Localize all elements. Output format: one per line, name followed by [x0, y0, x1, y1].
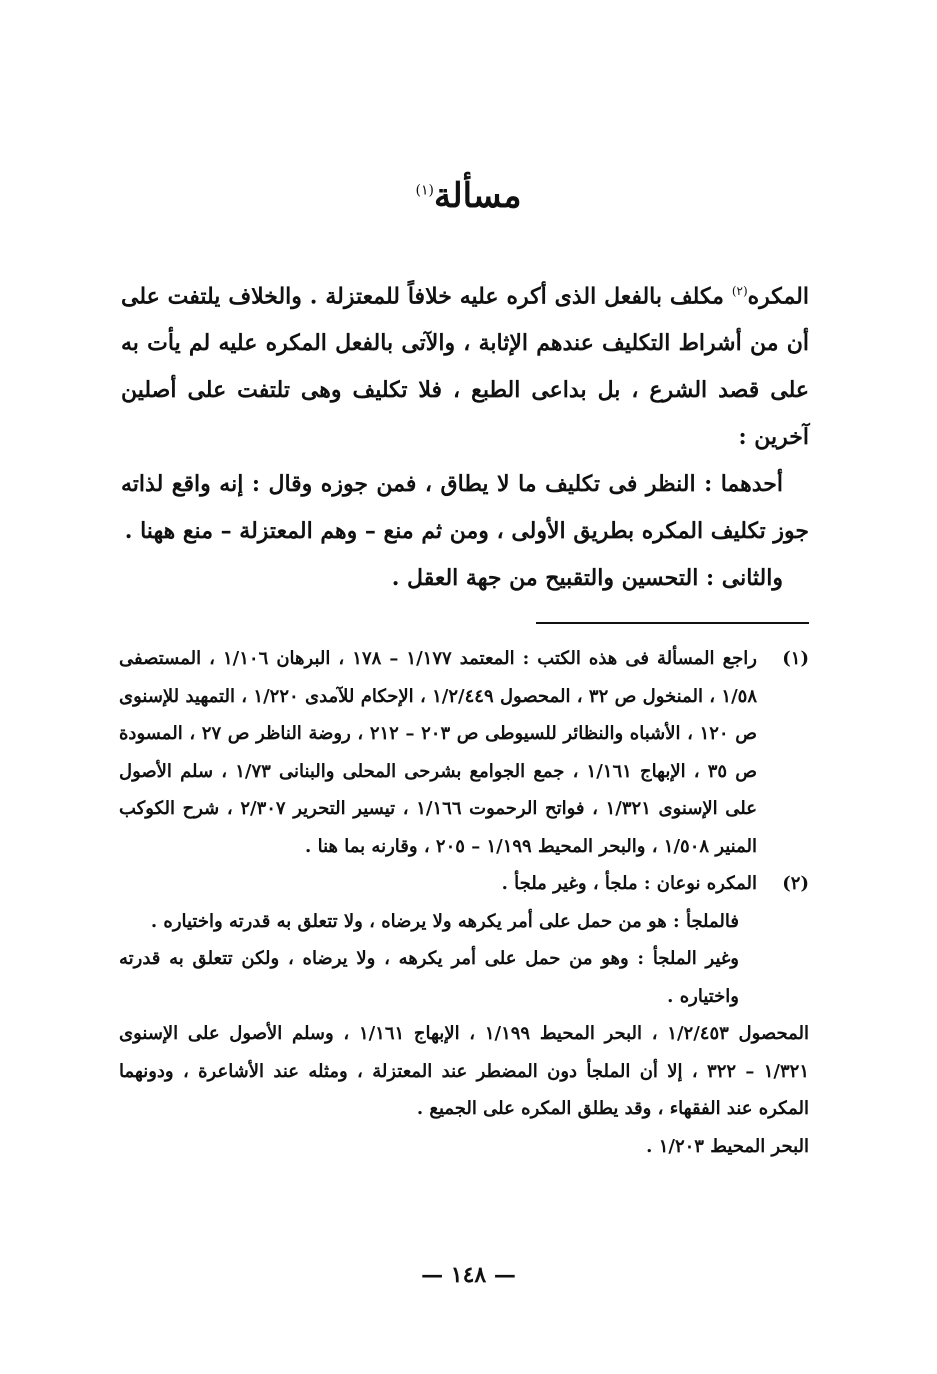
paragraph-3: والثانى : التحسين والتقبيح من جهة العقل .: [391, 565, 783, 592]
footnote-2-references-end: البحر المحيط ١/٢٠٣ .: [646, 1135, 809, 1157]
title-footnote-ref: (١): [415, 182, 434, 199]
footnote-2-number: (٢): [782, 873, 809, 894]
footnote-1-number: (١): [782, 648, 809, 669]
paragraph-1-rest: مكلف بالفعل الذى أكره عليه خلافاً للمعتزلة . والخلاف يلتفت على أن من أشراط التكليف عندهم الإثابة ، والآتى بالفعل المكره عليه لم يأت به على قصد الشرع ، بل بداعى الطبع ، فلا تكليف وهى تلتفت على أصلين آخرين :: [121, 283, 809, 451]
footnote-2-text: المكره نوعان : ملجأ ، وغير ملجأ .: [501, 873, 757, 894]
footnote-divider: [536, 622, 809, 624]
paragraph-2: أحدهما : النظر فى تكليف ما لا يطاق ، فمن جوزه وقال : إنه واقع لذاته جوز تكليف المكره بطريق الأولى ، ومن ثم منع – وهم المعتزلة – منع ههنا .: [121, 471, 809, 545]
footnotes: [119, 640, 809, 1165]
footnote-2-definition-2: وغير الملجأ : وهو من حمل على أمر يكرهه ، ولا يرضاه ، ولكن تتعلق به قدرته واختياره .: [119, 948, 739, 1007]
footnote-1-text: راجع المسألة فى هذه الكتب : المعتمد ١/١٧٧ – ١٧٨ ، البرهان ١/١٠٦ ، المستصفى ١/٥٨ ، المنخول ص ٣٢ ، المحصول ١/٢/٤٤٩ ، الإحكام للآمدى ١/٢٢٠ ، التمهيد للإسنوى ص ١٢٠ ، الأشباه والنظائر للسيوطى ص ٢٠٣ – ٢١٢ ، روضة الناظر ص ٢٧ ، المسودة ص ٣٥ ، الإبهاج ١/١٦١ ، جمع الجوامع بشرحى المحلى والبنانى ١/٧٣ ، سلم الأصول على الإسنوى ١/٣٢١ ، فواتح الرحموت ١/١٦٦ ، تيسير التحرير ٢/٣٠٧ ، شرح الكوكب المنير ١/٥٠٨ ، والبحر المحيط ١/١٩٩ – ٢٠٥ ، وقارنه بما هنا .: [119, 648, 758, 857]
footnote-2-references: المحصول ١/٢/٤٥٣ ، البحر المحيط ١/١٩٩ ، الإبهاج ١/١٦١ ، وسلم الأصول على الإسنوى ١/٣٢١ – ٣٢٢ ، إلا أن الملجأ دون المضطر عند المعتزلة ، ومثله عند الأشاعرة ، ودونهما المكره عند الفقهاء ، وقد يطلق المكره على الجميع .: [119, 1023, 810, 1119]
paragraph-1-start: المكره: [747, 283, 809, 310]
footnote-1: [119, 640, 809, 865]
page-title: [0, 176, 937, 216]
paragraph-1-footnote-ref: (٢): [731, 284, 748, 298]
title-text: مسألة: [433, 176, 522, 216]
footnote-2-definition-1: فالملجأ : هو من حمل على أمر يكرهه ولا يرضاه ، ولا تتعلق به قدرته واختياره .: [150, 910, 739, 932]
footnote-2: [119, 865, 809, 903]
page-number: — ١٤٨ —: [421, 1262, 516, 1288]
main-text: [121, 268, 809, 602]
paragraph-1: [121, 268, 809, 461]
